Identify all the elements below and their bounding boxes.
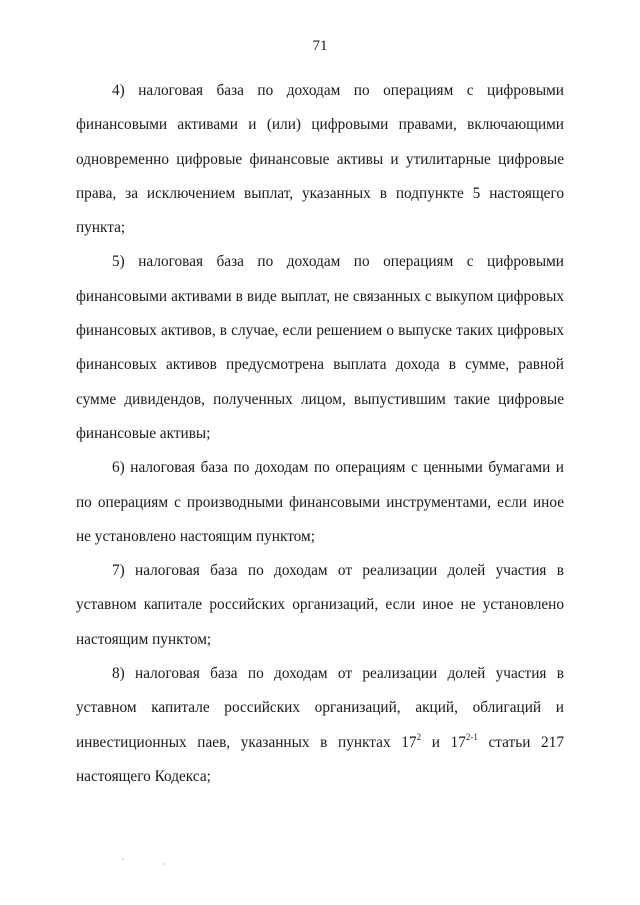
paragraph-item-8-text-after: статьи 217 настоящего Кодекса; [76, 733, 564, 785]
superscript-2: 2 [416, 731, 422, 742]
superscript-2-1: 2-1 [465, 731, 478, 742]
document-body [76, 74, 564, 794]
paragraph-item-6: 6) налоговая база по доходам по операциям с ценными бумагами и по операциям с производными финансовыми инструментами, если иное не установлено настоящим пунктом; [76, 459, 564, 545]
scan-specks [120, 855, 170, 867]
paragraph-item-4: 4) налоговая база по доходам по операциям с цифровыми финансовыми активами и (или) цифровыми правами, включающими одновременно цифровые финансовые активы и утилитарные цифровые права, за исключением выплат, указанных в подпункте 5 настоящего пункта; [76, 82, 564, 237]
paragraph-item-5: 5) налоговая база по доходам по операциям с цифровыми финансовыми активами в виде выплат, не связанных с выкупом цифровых финансовых активов, в случае, если решением о выпуске таких цифровых финансовых активов предусмотрена выплата дохода в сумме, равной сумме дивидендов, полученных лицом, выпустившим такие цифровые финансовые активы; [76, 253, 564, 442]
paragraph-item-8-text-before: 8) налоговая база по доходам от реализации долей участия в уставном капитале российских организаций, акций, облигаций и инвестиционных паев, указанных в пунктах 17 [76, 665, 564, 751]
paragraph-item-8-text-middle: и 17 [421, 733, 466, 751]
paragraph-item-7: 7) налоговая база по доходам от реализации долей участия в уставном капитале российских организаций, если иное не установлено настоящим пунктом; [76, 562, 564, 648]
page-number: 71 [312, 38, 328, 54]
paragraph-item-8 [76, 657, 564, 794]
